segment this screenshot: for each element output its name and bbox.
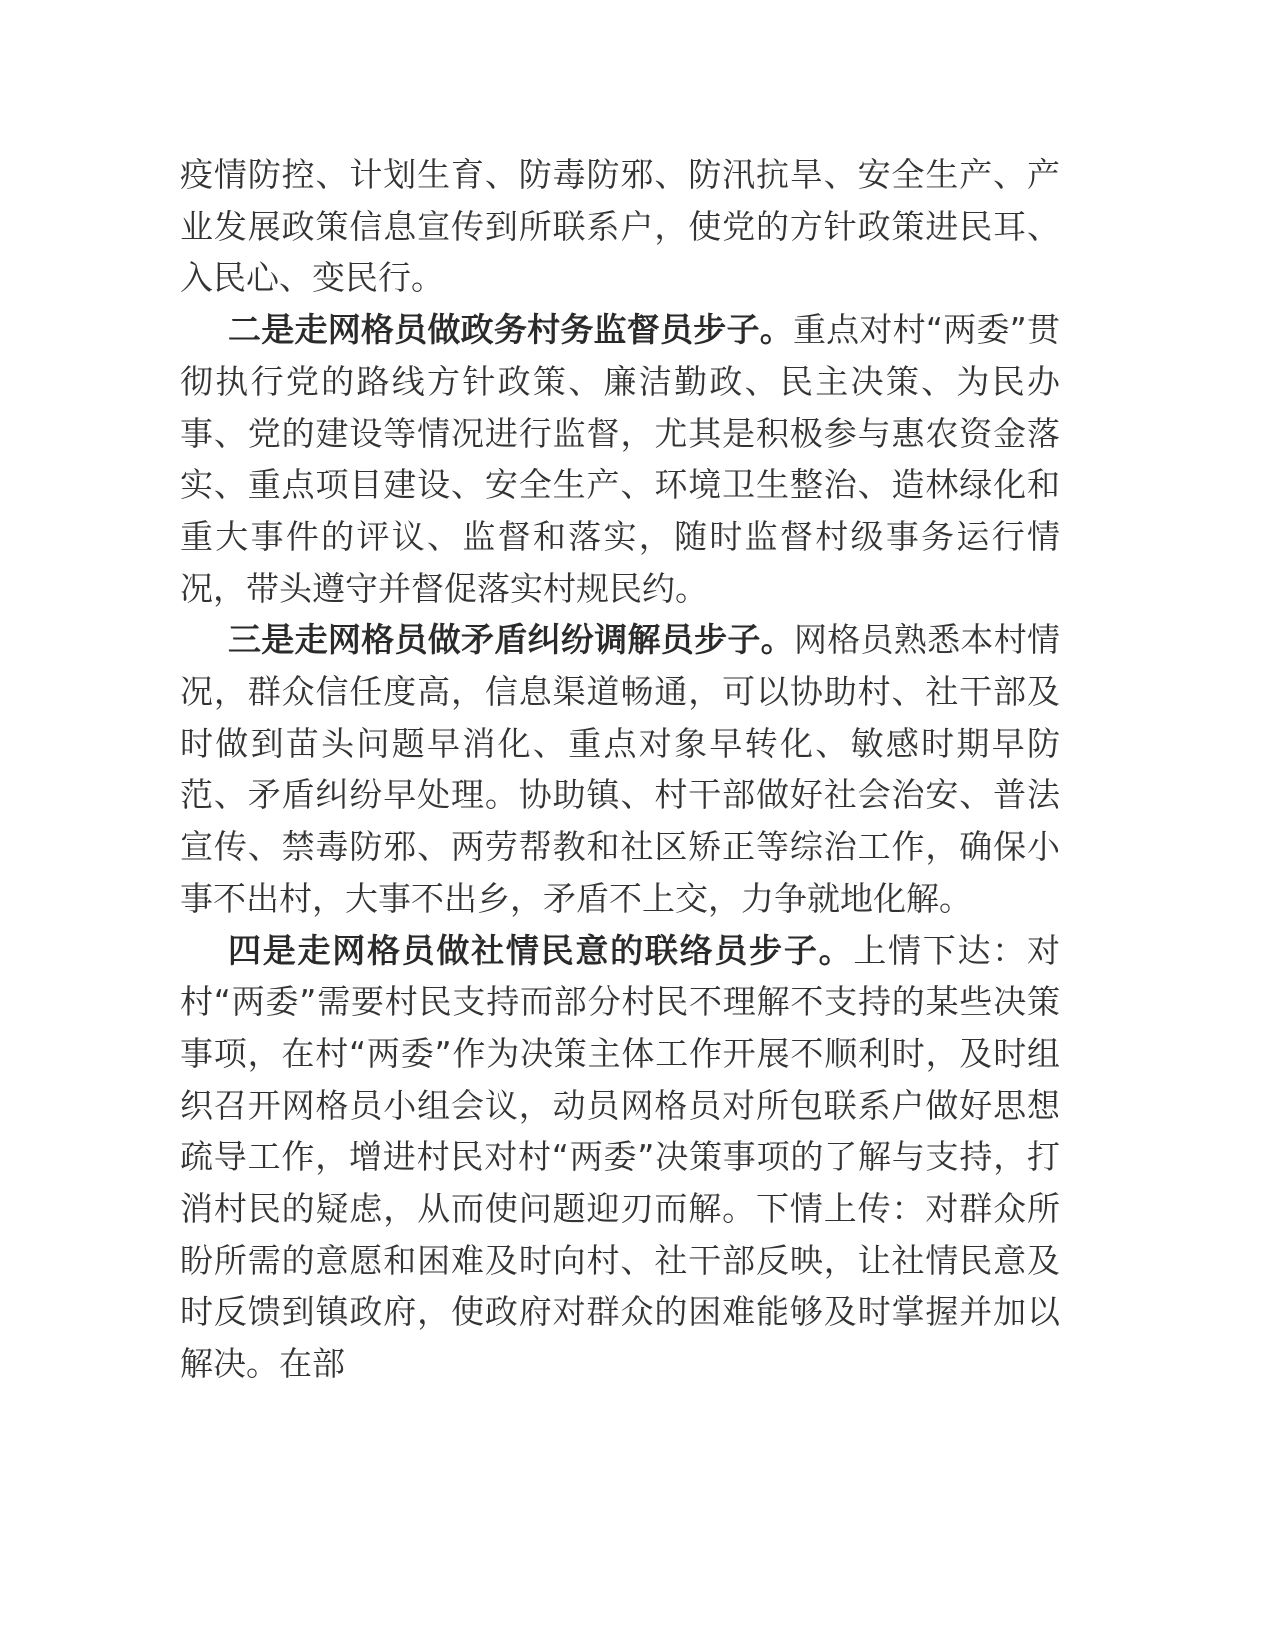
paragraph-supervisor [180, 304, 1060, 614]
paragraph-body: 疫情防控、计划生育、防毒防邪、防汛抗旱、安全生产、产业发展政策信息宣传到所联系户，使党的方针政策进民耳、入民心、变民行。 [180, 155, 1060, 298]
paragraph-body: 重点对村“两委”贯彻执行党的路线方针政策、廉洁勤政、民主决策、为民办事、党的建设等情况进行监督，尤其是积极参与惠农资金落实、重点项目建设、安全生产、环境卫生整治、造林绿化和重大事件的评议、监督和落实，随时监督村级事务运行情况，带头遵守并督促落实村规民约。 [180, 310, 1061, 608]
document-body [180, 149, 1060, 1390]
paragraph-liaison [180, 925, 1060, 1390]
paragraph-body: 网格员熟悉本村情况，群众信任度高，信息渠道畅通，可以协助村、社干部及时做到苗头问题早消化、重点对象早转化、敏感时期早防范、矛盾纠纷早处理。协助镇、村干部做好社会治安、普法宣传、禁毒防邪、两劳帮教和社区矫正等综治工作，确保小事不出村，大事不出乡，矛盾不上交，力争就地化解。 [180, 620, 1061, 918]
paragraph-body: 上情下达：对村“两委”需要村民支持而部分村民不理解不支持的某些决策事项，在村“两委”作为决策主体工作开展不顺利时，及时组织召开网格员小组会议，动员网格员对所包联系户做好思想疏导工作，增进村民对村“两委”决策事项的了解与支持，打消村民的疑虑，从而使问题迎刃而解。下情上传：对群众所盼所需的意愿和困难及时向村、社干部反映，让社情民意及时反馈到镇政府，使政府对群众的困难能够及时掌握并加以解决。在部 [180, 930, 1061, 1384]
paragraph-lead: 三是走网格员做矛盾纠纷调解员步子。 [228, 620, 794, 660]
paragraph-lead: 二是走网格员做政务村务监督员步子。 [228, 310, 793, 350]
paragraph-lead: 四是走网格员做社情民意的联络员步子。 [228, 930, 854, 970]
paragraph-continuation [180, 149, 1060, 304]
paragraph-mediator [180, 614, 1060, 924]
